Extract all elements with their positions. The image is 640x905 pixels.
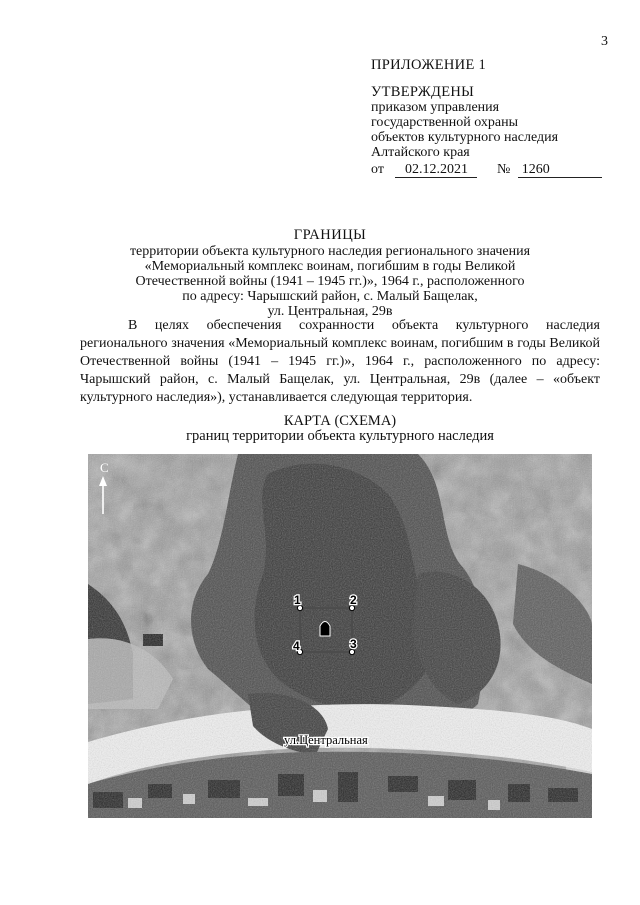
- document-title: ГРАНИЦЫ: [293, 227, 367, 243]
- map-title: КАРТА (СХЕМА): [283, 413, 397, 429]
- number-sign: №: [496, 162, 511, 177]
- north-arrow: [99, 460, 109, 514]
- title-line: «Мемориальный комплекс воинам, погибшим в годы Великой: [144, 259, 516, 274]
- order-line: [371, 162, 602, 178]
- street-label: ул.Центральная: [284, 733, 368, 747]
- title-block: [80, 228, 580, 319]
- point-label: 3: [350, 637, 357, 651]
- point-label: 1: [294, 593, 301, 607]
- north-label: С: [100, 460, 109, 475]
- title-line: территории объекта культурного наследия регионального значения: [129, 244, 531, 259]
- appendix-label: ПРИЛОЖЕНИЕ 1: [371, 57, 487, 73]
- approved-label: УТВЕРЖДЕНЫ: [371, 84, 475, 100]
- page-number: 3: [601, 34, 608, 49]
- map-subtitle: границ территории объекта культурного наследия: [186, 428, 494, 444]
- approval-line: приказом управления: [371, 100, 500, 115]
- date-prefix: от: [371, 162, 384, 177]
- order-date: 02.12.2021: [395, 162, 477, 178]
- title-line: Отечественной войны (1941 – 1945 гг.)», 1964 г., расположенного: [135, 274, 525, 289]
- order-number: 1260: [518, 162, 602, 178]
- point-label: 4: [293, 639, 300, 653]
- map-annotations: [88, 454, 592, 818]
- approval-line: государственной охраны: [371, 115, 519, 130]
- approval-line: Алтайского края: [371, 145, 470, 160]
- monument-icon: [320, 622, 330, 637]
- approval-block: [371, 58, 602, 178]
- map-heading: [80, 414, 600, 444]
- aerial-map: [88, 454, 592, 818]
- title-line: ул. Центральная, 29в: [267, 304, 393, 319]
- body-paragraph: В целях обеспечения сохранности объекта культурного наследия регионального значения «Мемориальный комплекс воинам, погибшим в годы Великой Отечественной войны (1941 – 1945 гг.)», 1964 г., расположенного по адресу: Чарышский район, с. Малый Бащелак, ул. Центральная, 29в (далее – «объект культурного наследия»), устанавливается следующая территория.: [80, 318, 600, 405]
- title-line: по адресу: Чарышский район, с. Малый Бащелак,: [182, 289, 478, 304]
- point-label: 2: [350, 593, 357, 607]
- approval-line: объектов культурного наследия: [371, 130, 559, 145]
